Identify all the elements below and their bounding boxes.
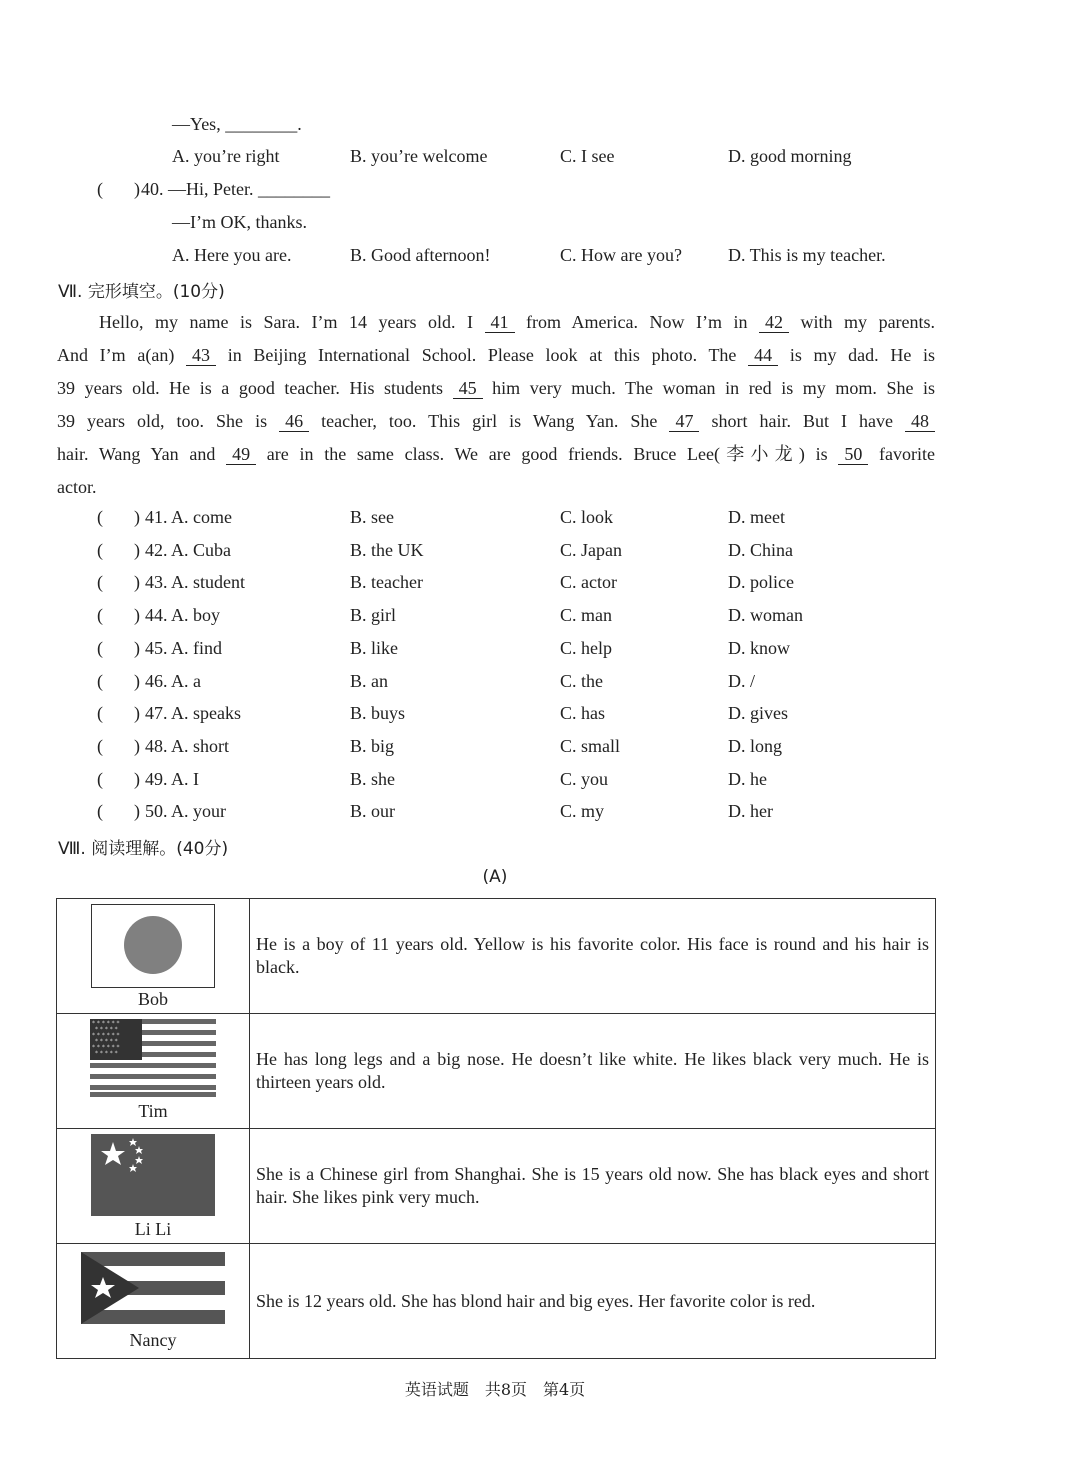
japan-flag-icon — [57, 904, 249, 993]
option-c: C. small — [560, 735, 621, 756]
table-row — [57, 899, 936, 1014]
svg-text:* * * * * *: * * * * * * — [92, 1044, 120, 1051]
section-7-title: Ⅶ. 完形填空。(10分) — [58, 282, 225, 302]
option-c: C. actor — [560, 572, 617, 593]
option-a: 41. A. come — [145, 507, 232, 527]
q40-option-b: B. Good afternoon! — [350, 245, 491, 265]
answer-open-paren: ( — [97, 637, 103, 658]
option-b: B. she — [350, 768, 395, 789]
cloze-line-3: 39 years old. He is a good teacher. His students 45 him very much. The woman in red is my mom. She is — [57, 378, 936, 398]
option-d: D. meet — [728, 507, 785, 527]
option-b: B. big — [350, 735, 395, 756]
usa-flag-icon — [57, 1019, 249, 1102]
answer-open-paren: ( — [97, 703, 103, 724]
option-a: 42. A. Cuba — [145, 539, 232, 560]
svg-text:* * * * *: * * * * * — [95, 1026, 118, 1033]
option-c: C. look — [560, 507, 614, 527]
cloze-line-2: And I’m a(an) 43 in Beijing International School. Please look at this photo. The 44 is my dad. He is — [57, 345, 936, 365]
q39-option-d: D. good morning — [728, 146, 852, 166]
flag-cell — [57, 1129, 250, 1244]
china-flag-icon — [57, 1134, 249, 1221]
flag-cell — [57, 1244, 250, 1359]
q40-option-d: D. This is my teacher. — [728, 245, 886, 265]
cloze-line-1: Hello, my name is Sara. I’m 14 years old. I 41 from America. Now I’m in 42 with my parents. — [99, 312, 936, 332]
person-name: Li Li — [134, 1219, 172, 1239]
description: She is a Chinese girl from Shanghai. She is 15 years old now. She has black eyes and short hair. She likes pink very much. — [250, 1129, 936, 1244]
answer-open-paren: ( — [97, 670, 103, 691]
table-row — [57, 1244, 936, 1359]
q40-option-a: A. Here you are. — [172, 245, 292, 265]
option-b: B. see — [350, 507, 394, 527]
option-c: C. man — [560, 605, 612, 626]
answer-close-paren: ) — [134, 670, 140, 691]
description: He is a boy of 11 years old. Yellow is his favorite color. His face is round and his hair is black. — [250, 899, 936, 1014]
option-b: B. teacher — [350, 572, 423, 593]
cloze-blank-48: 48 — [905, 411, 935, 432]
option-c: C. help — [560, 637, 612, 658]
cloze-blank-50: 50 — [838, 444, 868, 465]
answer-open-paren: ( — [97, 768, 103, 789]
option-d: D. he — [728, 768, 767, 789]
cuba-flag-icon — [57, 1252, 249, 1329]
table-row — [57, 1129, 936, 1244]
answer-close-paren: ) — [134, 768, 140, 789]
option-a: 44. A. boy — [145, 605, 221, 626]
section-8-title: Ⅷ. 阅读理解。(40分) — [58, 839, 229, 859]
cloze-blank-43: 43 — [186, 345, 216, 366]
option-c: C. has — [560, 703, 605, 724]
page-footer: 英语试题 共8页 第4页 — [404, 1380, 586, 1399]
q39-prompt: —Yes, ________. — [172, 114, 302, 134]
cloze-blank-47: 47 — [669, 411, 699, 432]
svg-text:* * * * *: * * * * * — [95, 1050, 118, 1057]
option-c: C. Japan — [560, 539, 622, 560]
answer-close-paren: ) — [134, 637, 140, 658]
svg-text:* * * * * *: * * * * * * — [92, 1032, 120, 1039]
option-d: D. woman — [728, 605, 803, 626]
option-b: B. girl — [350, 605, 397, 626]
answer-open-paren: ( — [97, 735, 103, 756]
cloze-blank-41: 41 — [485, 312, 515, 333]
person-name: Tim — [138, 1101, 168, 1121]
answer-open-paren: ( — [97, 539, 103, 560]
q40-answer-open-paren: ( — [97, 179, 103, 199]
q40-prompt: 40. —Hi, Peter. ________ — [141, 179, 330, 199]
person-name: Bob — [137, 989, 168, 1009]
cloze-blank-49: 49 — [226, 444, 256, 465]
option-a: 48. A. short — [145, 735, 230, 756]
cloze-blank-46: 46 — [279, 411, 309, 432]
option-d: D. gives — [728, 703, 788, 724]
answer-close-paren: ) — [134, 605, 140, 626]
option-d: D. her — [728, 801, 773, 822]
answer-close-paren: ) — [134, 801, 140, 822]
table-row — [57, 1014, 936, 1129]
answer-close-paren: ) — [134, 572, 140, 593]
q39-option-a: A. you’re right — [172, 146, 280, 166]
svg-text:* * * * * *: * * * * * * — [92, 1020, 120, 1027]
answer-close-paren: ) — [134, 703, 140, 724]
option-c: C. you — [560, 768, 609, 789]
option-b: B. buys — [350, 703, 406, 724]
passage-label: (A) — [482, 867, 508, 887]
option-b: B. our — [350, 801, 395, 822]
cloze-line-6: actor. — [57, 477, 97, 497]
option-c: C. the — [560, 670, 603, 691]
answer-open-paren: ( — [97, 507, 103, 527]
flag-cell — [57, 899, 250, 1014]
option-a: 43. A. student — [145, 572, 246, 593]
cloze-blank-44: 44 — [748, 345, 778, 366]
answer-close-paren: ) — [134, 507, 140, 527]
cloze-line-4: 39 years old, too. She is 46 teacher, too. This girl is Wang Yan. She 47 short hair. But I have 48 — [57, 405, 935, 438]
answer-open-paren: ( — [97, 801, 103, 822]
q39-option-b: B. you’re welcome — [350, 146, 488, 166]
option-d: D. know — [728, 637, 790, 658]
option-d: D. / — [728, 670, 755, 691]
svg-text:* * * * *: * * * * * — [95, 1038, 118, 1045]
option-b: B. the UK — [350, 539, 424, 560]
cloze-line-5: hair. Wang Yan and 49 are in the same class. We are good friends. Bruce Lee(李小龙) is 50 favorite — [57, 444, 935, 464]
option-a: 46. A. a — [145, 670, 201, 691]
option-d: D. long — [728, 735, 782, 756]
option-a: 47. A. speaks — [145, 703, 241, 724]
description: She is 12 years old. She has blond hair and big eyes. Her favorite color is red. — [250, 1244, 936, 1359]
q40-reply: —I’m OK, thanks. — [172, 212, 307, 232]
answer-close-paren: ) — [134, 539, 140, 560]
option-c: C. my — [560, 801, 605, 822]
answer-close-paren: ) — [134, 735, 140, 756]
q40-option-c: C. How are you? — [560, 245, 682, 265]
cloze-blank-45: 45 — [453, 378, 483, 399]
option-d: D. police — [728, 572, 794, 593]
answer-open-paren: ( — [97, 605, 103, 626]
option-d: D. China — [728, 539, 793, 560]
person-name: Nancy — [129, 1330, 177, 1350]
option-a: 49. A. I — [145, 768, 199, 789]
description: He has long legs and a big nose. He doesn’t like white. He likes black very much. He is thirteen years old. — [250, 1014, 936, 1129]
option-a: 45. A. find — [145, 637, 223, 658]
reading-table — [56, 898, 936, 1359]
q40-answer-close-paren: ) — [134, 179, 140, 199]
cloze-blank-42: 42 — [759, 312, 789, 333]
option-b: B. like — [350, 637, 398, 658]
flag-cell — [57, 1014, 250, 1129]
option-b: B. an — [350, 670, 388, 691]
answer-open-paren: ( — [97, 572, 103, 593]
q39-option-c: C. I see — [560, 146, 615, 166]
option-a: 50. A. your — [145, 801, 226, 822]
